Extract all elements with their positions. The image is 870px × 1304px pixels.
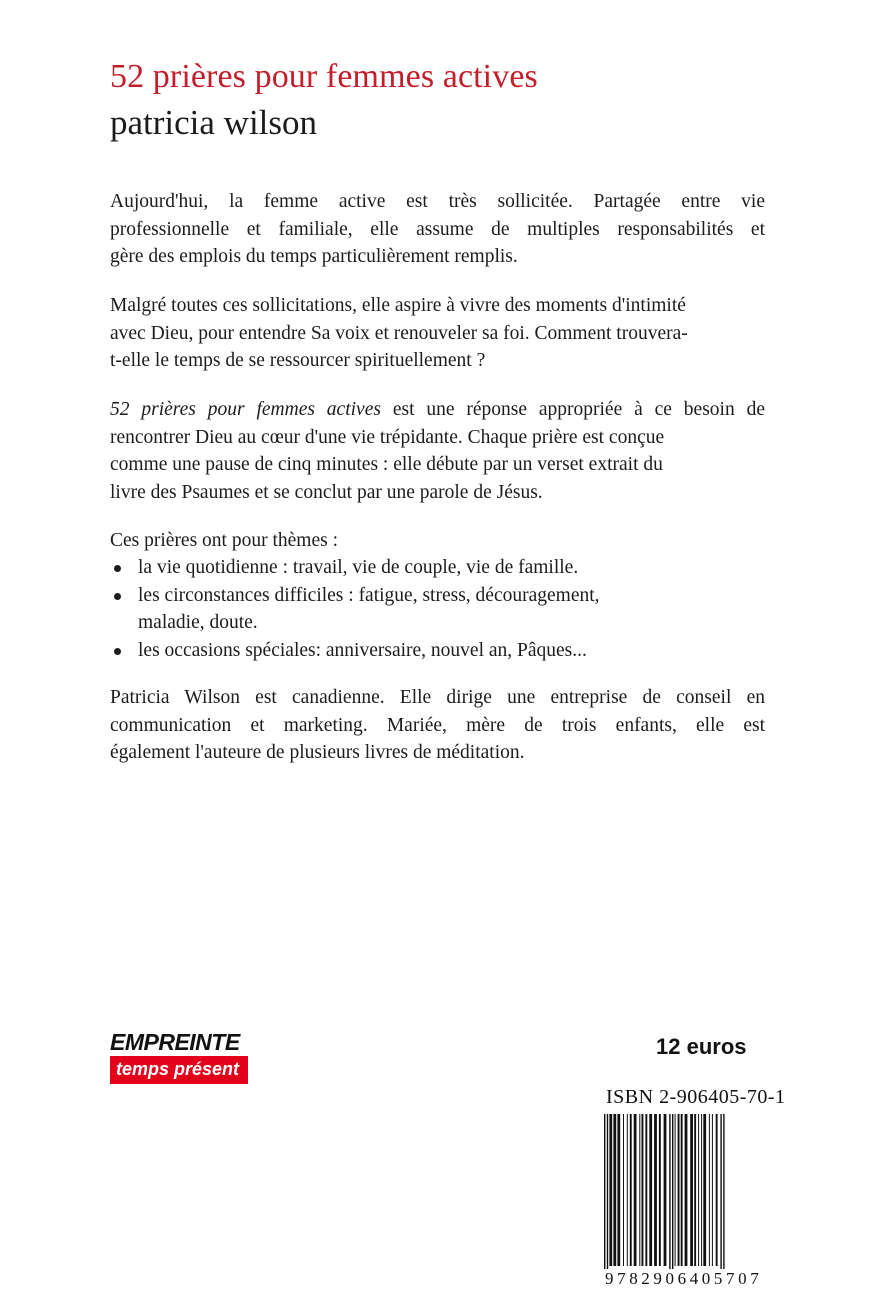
book-author: patricia wilson <box>110 103 318 142</box>
barcode-bar <box>617 1114 620 1266</box>
barcode-bar <box>642 1114 644 1266</box>
bullet-icon <box>114 648 121 655</box>
barcode-bar <box>613 1114 616 1266</box>
barcode-bar <box>678 1114 680 1266</box>
barcode-bar <box>694 1114 696 1266</box>
barcode-bar <box>630 1114 632 1266</box>
barcode-bar <box>659 1114 661 1266</box>
barcode-bar <box>685 1114 688 1266</box>
isbn-label: ISBN 2-906405-70-1 <box>606 1086 786 1108</box>
barcode-bar <box>639 1114 640 1266</box>
paragraph-author-bio <box>110 684 765 767</box>
paragraph-line: Malgré toutes ces sollicitations, elle aspire à vivre des moments d'intimité <box>110 295 686 316</box>
barcode-bar <box>649 1114 652 1266</box>
barcode-bar <box>672 1114 673 1286</box>
barcode-number: 9782906405707 <box>605 1269 763 1288</box>
barcode-bar <box>609 1114 612 1266</box>
paragraph-line: Patricia Wilson est canadienne. Elle dirige une entreprise de conseil en <box>110 687 765 708</box>
paragraph-line: Aujourd'hui, la femme active est très sollicitée. Partagée entre vie <box>110 191 765 212</box>
themes-list <box>110 554 770 664</box>
list-item <box>110 637 770 665</box>
paragraph-line: rencontrer Dieu au cœur d'une vie trépidante. Chaque prière est conçue <box>110 426 665 448</box>
barcode-bar <box>675 1114 676 1266</box>
barcode-bar <box>623 1114 624 1266</box>
barcode-image <box>603 1114 773 1286</box>
paragraph-line: t-elle le temps de se ressourcer spirituellement ? <box>110 350 486 372</box>
book-title-italic: 52 prières pour femmes actives <box>110 399 381 420</box>
paragraph-aspiration <box>110 292 765 375</box>
barcode-bar <box>703 1114 706 1266</box>
barcode-bar <box>607 1114 608 1286</box>
paragraph-text: est une réponse appropriée à ce besoin de <box>380 399 765 420</box>
barcode-bar <box>720 1114 721 1286</box>
barcode-bar <box>701 1114 702 1266</box>
barcode-bar <box>645 1114 647 1266</box>
paragraph-line: avec Dieu, pour entendre Sa voix et renouveler sa foi. Comment trouvera- <box>110 322 688 344</box>
barcode-bar <box>634 1114 637 1266</box>
barcode-bar <box>627 1114 628 1266</box>
barcode-bar <box>698 1114 699 1266</box>
paragraph-line: Ces prières ont pour thèmes : <box>110 530 338 551</box>
price-label: 12 euros <box>656 1034 747 1059</box>
list-item-text: les occasions spéciales: anniversaire, nouvel an, Pâques... <box>138 639 587 661</box>
barcode-bar <box>709 1114 710 1266</box>
paragraph-line: gère des emplois du temps particulièrement remplis. <box>110 246 518 268</box>
list-item <box>110 554 770 582</box>
barcode-bar <box>681 1114 683 1266</box>
paragraph-line: également l'auteure de plusieurs livres de méditation. <box>110 742 525 764</box>
barcode-bar <box>712 1114 713 1266</box>
publisher-imprint: temps présent <box>110 1056 248 1084</box>
paragraph-line <box>110 396 765 424</box>
paragraph-description <box>110 396 765 506</box>
bullet-icon <box>114 565 121 572</box>
barcode-bar <box>664 1114 667 1266</box>
themes-intro <box>110 527 765 555</box>
list-item <box>110 582 770 637</box>
barcode-bar <box>654 1114 657 1266</box>
barcode-bar <box>604 1114 605 1286</box>
list-item-text: la vie quotidienne : travail, vie de couple, vie de famille. <box>138 557 579 578</box>
paragraph-line: communication et marketing. Mariée, mère de trois enfants, elle est <box>110 714 765 736</box>
barcode-bar <box>669 1114 670 1286</box>
paragraph-line: comme une pause de cinq minutes : elle débute par un verset extrait du <box>110 454 663 476</box>
book-title: 52 prières pour femmes actives <box>110 58 538 95</box>
paragraph-line: livre des Psaumes et se conclut par une parole de Jésus. <box>110 481 543 503</box>
list-item-text: maladie, doute. <box>138 612 258 634</box>
list-item-text: les circonstances difficiles : fatigue, stress, découragement, <box>138 584 600 606</box>
publisher-logo <box>110 1030 248 1084</box>
barcode-bar <box>716 1114 718 1266</box>
paragraph-line: professionnelle et familiale, elle assume de multiples responsabilités et <box>110 218 765 240</box>
bullet-icon <box>114 593 121 600</box>
paragraph-intro <box>110 188 765 271</box>
barcode-bar <box>690 1114 693 1266</box>
publisher-name: EMPREINTE <box>110 1029 240 1055</box>
barcode-bar <box>723 1114 724 1286</box>
